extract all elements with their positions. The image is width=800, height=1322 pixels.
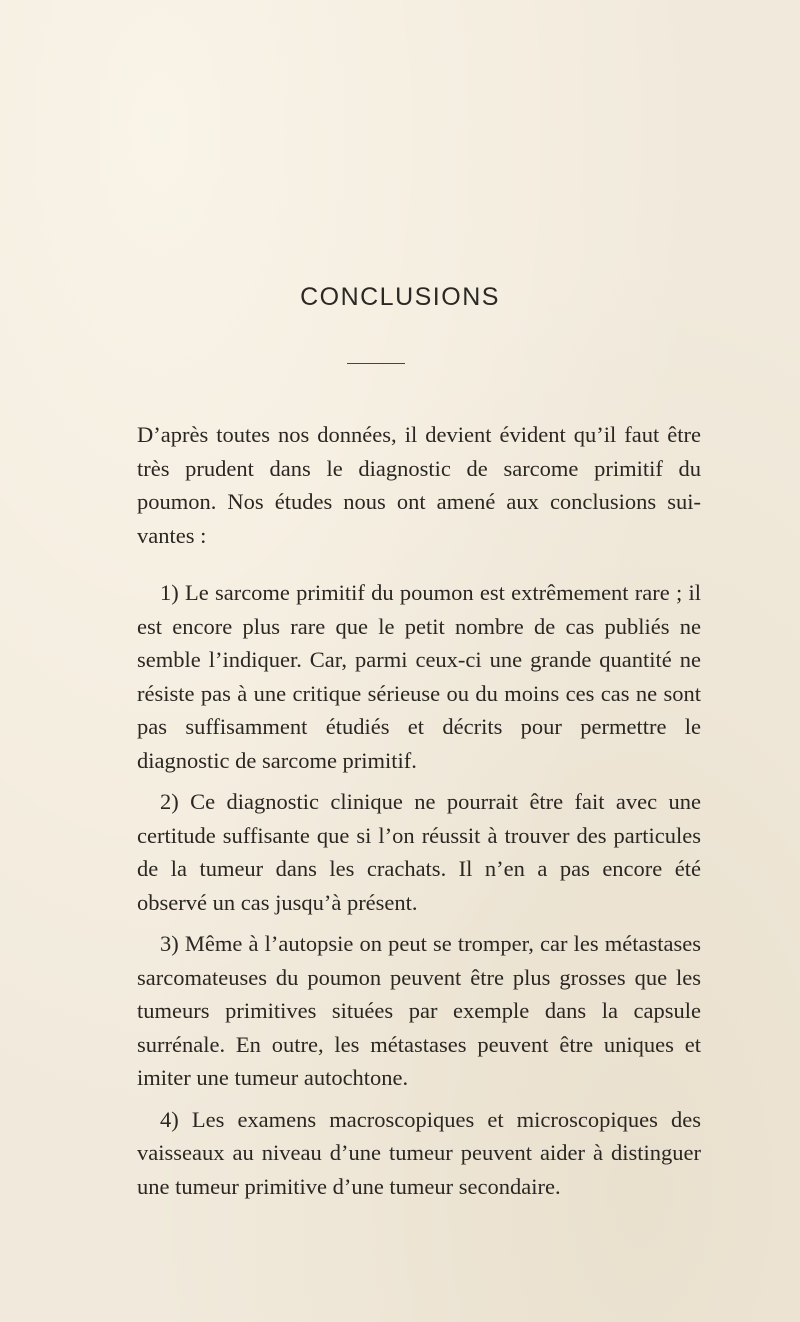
page-title: CONCLUSIONS bbox=[300, 283, 500, 311]
conclusion-item-2: 2) Ce diagnostic clinique ne pourrait être fait avec une certitude suffisante que si l’on réussit à trouver des particules de la tumeur dans les crachats. Il n’en a pas encore été observé un cas jusqu’à présent. bbox=[137, 789, 701, 915]
body-text bbox=[137, 418, 701, 1203]
conclusion-item-4: 4) Les examens macroscopiques et microscopiques des vaisseaux au niveau d’une tumeur peuvent aider à distinguer une tumeur primitive d’une tumeur secondaire. bbox=[137, 1106, 701, 1199]
intro-paragraph: D’après toutes nos données, il devient évident qu’il faut être très prudent dans le diagnostic de sarcome primitif du poumon. Nos études nous ont amené aux conclusions suivantes : bbox=[137, 422, 701, 548]
title-divider bbox=[347, 363, 405, 364]
conclusion-item-3: 3) Même à l’autopsie on peut se tromper, car les métastases sarcomateuses du poumon peuvent être plus grosses que les tumeurs primitives situées par exemple dans la capsule surrénale. En outre, les métastases peuvent être uniques et imiter une tumeur autochtone. bbox=[137, 931, 701, 1090]
conclusion-item-1: 1) Le sarcome primitif du poumon est extrêmement rare ; il est encore plus rare que le petit nombre de cas publiés ne semble l’indiquer. Car, parmi ceux-ci une grande quantité ne résiste pas à une critique sérieuse ou du moins ces cas ne sont pas suffisamment étudiés et décrits pour permettre le diagnostic de sarcome primitif. bbox=[137, 580, 701, 773]
